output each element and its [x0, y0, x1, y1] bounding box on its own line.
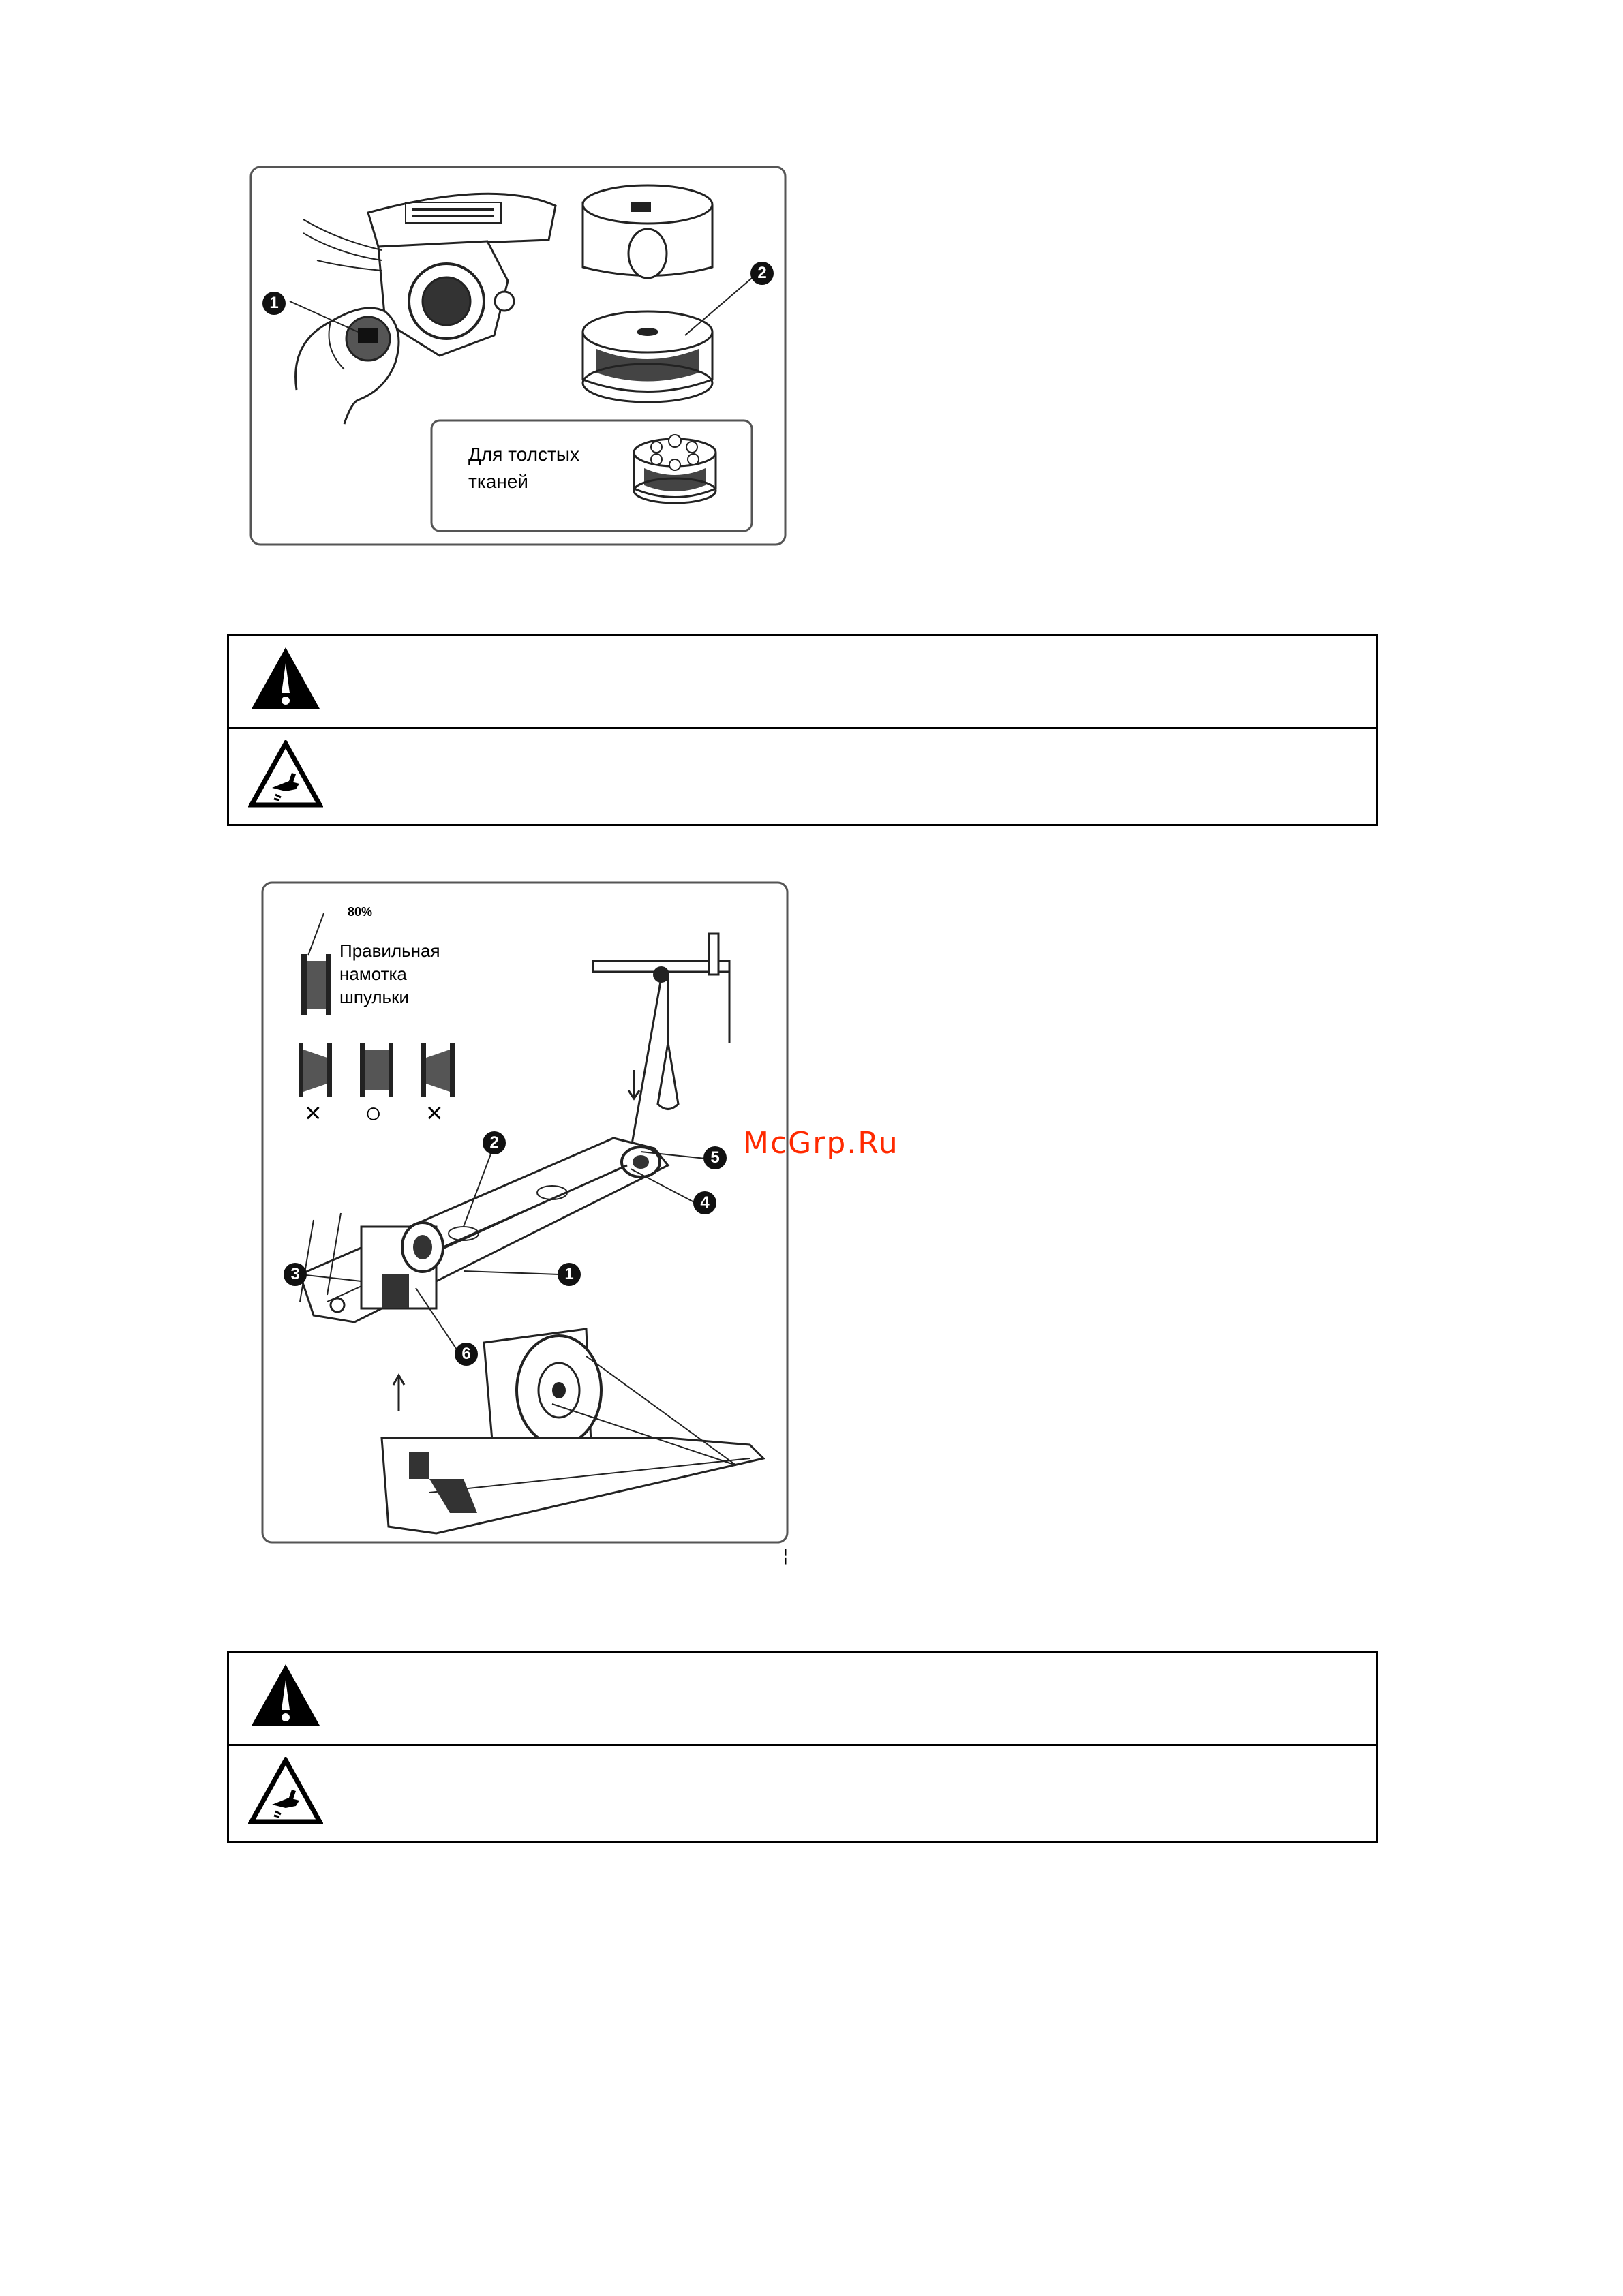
exclamation-triangle-icon	[248, 1661, 323, 1729]
winding-label-line-3: шпульки	[339, 987, 409, 1007]
warning-box-2-caution-row	[229, 1653, 1376, 1746]
winding-label-line-1: Правильная	[339, 940, 440, 961]
symbol-cross-1: ×	[305, 1097, 322, 1129]
marker-2-label: 2	[489, 1133, 499, 1152]
winding-label	[339, 939, 440, 1009]
figure-bobbin-winder	[259, 879, 791, 1547]
warning-box-2	[227, 1651, 1378, 1843]
hand-injury-triangle-icon	[248, 1757, 323, 1825]
hand-injury-triangle-icon	[248, 740, 323, 808]
marker-3-label: 3	[290, 1265, 300, 1283]
marker-1-badge	[558, 1263, 581, 1286]
marker-5-badge	[703, 1146, 727, 1169]
figure-bobbin-winder-drawing	[259, 879, 791, 1547]
winding-label-line-2: намотка	[339, 964, 407, 984]
watermark-text: McGrp.Ru	[743, 1126, 899, 1161]
marker-5-label: 5	[710, 1148, 720, 1167]
stray-mark: ¦	[783, 1546, 789, 1566]
warning-box-1-caution-row	[229, 636, 1376, 729]
marker-6-label: 6	[461, 1345, 471, 1363]
inset-label-line-2: тканей	[468, 471, 528, 492]
inset-label-line-1: Для толстых	[468, 444, 579, 465]
figure-bobbin-case	[249, 165, 787, 547]
marker-4-label: 4	[700, 1193, 710, 1212]
marker-1-label: 1	[564, 1265, 574, 1283]
marker-2-label: 2	[757, 264, 767, 282]
symbol-circle: ○	[365, 1097, 382, 1129]
marker-1-label: 1	[269, 294, 279, 312]
marker-1-badge	[262, 292, 286, 315]
bobbin-correct	[360, 1043, 393, 1097]
warning-box-1-hand-row	[229, 729, 1376, 824]
inset-label	[468, 441, 579, 495]
marker-2-badge	[483, 1131, 506, 1154]
marker-3-badge	[284, 1263, 307, 1286]
exclamation-triangle-icon	[248, 644, 323, 712]
marker-6-badge	[455, 1343, 478, 1366]
warning-box-1	[227, 634, 1378, 826]
marker-4-badge	[693, 1191, 716, 1214]
percent-label: 80%	[348, 905, 373, 919]
warning-box-2-hand-row	[229, 1746, 1376, 1841]
symbol-cross-2: ×	[426, 1097, 443, 1129]
marker-2-badge	[750, 262, 774, 285]
